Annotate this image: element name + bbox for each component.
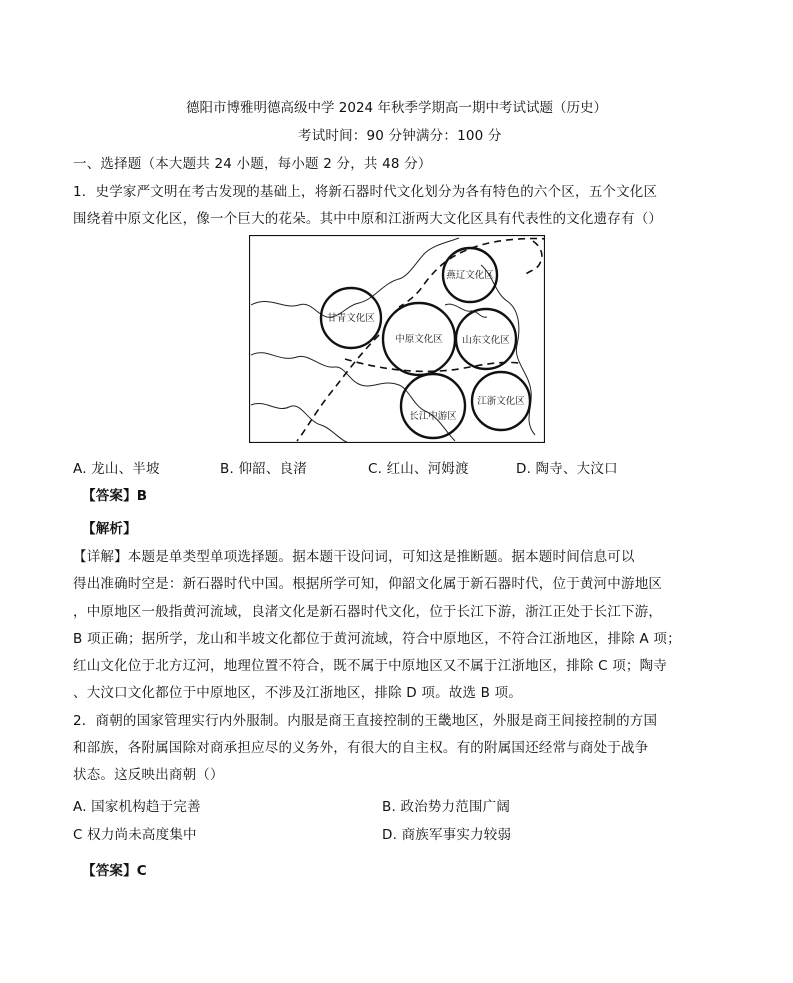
q1-detail-line: 红山文化位于北方辽河，地理位置不符合，既不属于中原地区又不属于江浙地区，排除 C 项；陶寺: [73, 658, 668, 674]
q1-detail-line: B 项正确；据所学，龙山和半坡文化都位于黄河流域，符合中原地区，不符合江浙地区，排除 A 项；: [73, 631, 681, 647]
q2-stem-line: 2．商朝的国家管理实行内外服制。内服是商王直接控制的王畿地区，外服是商王间接控制的方国: [73, 713, 658, 729]
changjiang-label: 长江中游区: [409, 411, 457, 422]
q1-stem-line1: 1．史学家严文明在考古发现的基础上，将新石器时代文化划分为各有特色的六个区，五个文化区: [73, 184, 658, 200]
neolithic-culture-map: [249, 235, 545, 443]
q1-option-b: B. 仰韶、良渚: [220, 461, 307, 477]
q1-detail-line: 【详解】本题是单类型单项选择题。据本题干设问词，可知这是推断题。据本题时间信息可以: [73, 549, 635, 565]
zhongyuan-label: 中原文化区: [395, 334, 443, 345]
q1-detail-line: 得出准确时空是：新石器时代中国。根据所学可知，仰韶文化属于新石器时代，位于黄河中游地区: [73, 576, 663, 592]
q1-option-c: C. 红山、河姆渡: [368, 461, 469, 477]
q1-stem-line2: 围绕着中原文化区，像一个巨大的花朵。其中中原和江浙两大文化区具有代表性的文化遗存有（）: [73, 211, 663, 227]
q2-answer: 【答案】C: [82, 863, 147, 879]
exam-info: 考试时间：90 分钟满分：100 分: [298, 128, 502, 144]
q1-option-a: A. 龙山、半坡: [73, 461, 160, 477]
q2-stem-line: 状态。这反映出商朝（）: [73, 767, 224, 783]
q1-detail-line: 、大汶口文化都位于中原地区，不涉及江浙地区，排除 D 项。故选 B 项。: [73, 685, 523, 701]
q1-detail-line: ，中原地区一般指黄河流域，良渚文化是新石器时代文化，位于长江下游，浙江正处于长江下游，: [73, 604, 663, 620]
q1-answer: 【答案】B: [82, 488, 148, 504]
yanliao-label: 燕辽文化区: [446, 270, 494, 281]
q2-stem-line: 和部族，各附属国除对商承担应尽的义务外，有很大的自主权。有的附属国还经常与商处于战争: [73, 740, 649, 756]
shandong-label: 山东文化区: [462, 335, 510, 346]
q1-option-d: D. 陶寺、大汶口: [516, 461, 618, 477]
section-heading: 一、选择题（本大题共 24 小题，每小题 2 分，共 48 分）: [73, 156, 432, 172]
q1-analysis-label: 【解析】: [82, 521, 137, 537]
q2-option-b: B. 政治势力范围广阔: [382, 799, 511, 815]
jiangzhe-label: 江浙文化区: [477, 396, 525, 407]
document-title: 德阳市博雅明德高级中学 2024 年秋季学期高一期中考试试题（历史）: [186, 100, 607, 116]
q2-option-d: D. 商族军事实力较弱: [382, 827, 512, 843]
q2-option-a: A. 国家机构趋于完善: [73, 799, 201, 815]
q2-option-c: C 权力尚未高度集中: [73, 827, 197, 843]
ganqing-label: 甘青文化区: [327, 313, 375, 324]
